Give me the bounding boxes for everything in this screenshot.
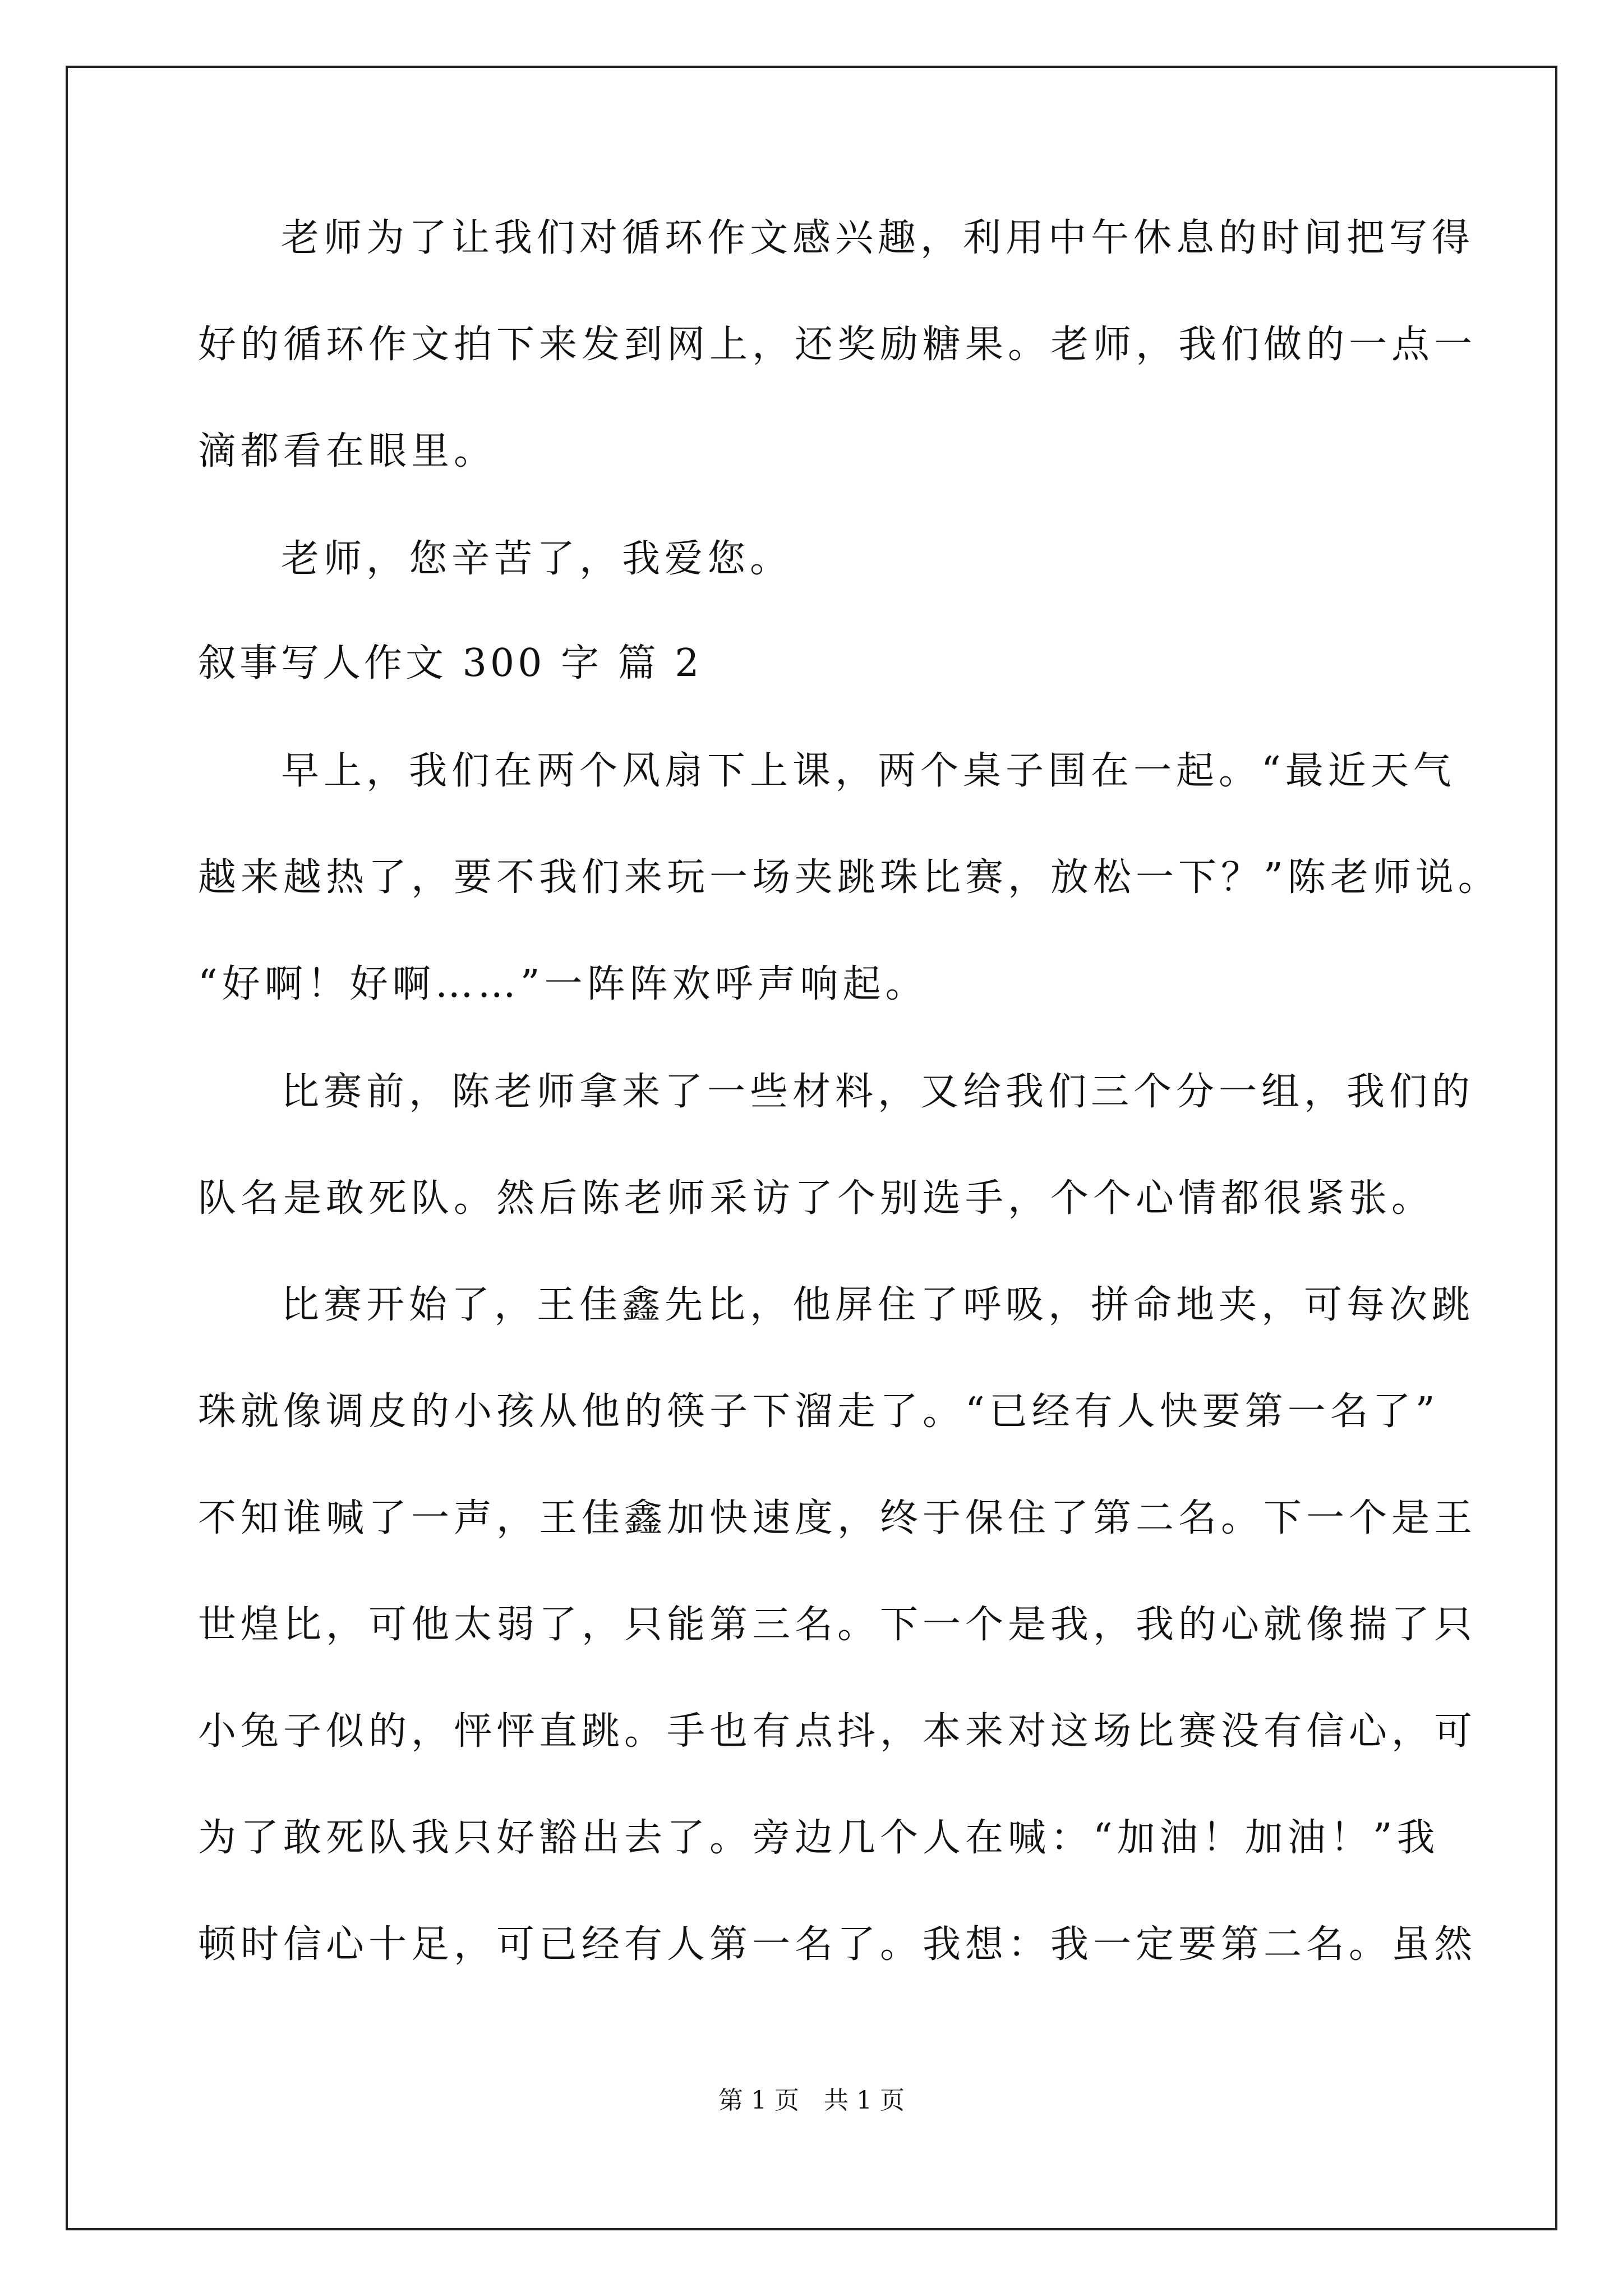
page-border (66, 66, 1557, 2230)
paragraph-3-line-2: 越来越热了，要不我们来玩一场夹跳珠比赛，放松一下？”陈老师说。 (198, 855, 1501, 900)
paragraph-4-line-2: 队名是敢死队。然后陈老师采访了个别选手，个个心情都很紧张。 (198, 1176, 1435, 1221)
paragraph-3-line-3: “好啊！好啊……”一阵阵欢呼声响起。 (198, 962, 928, 1006)
paragraph-5-line-7: 顿时信心十足，可已经有人第一名了。我想：我一定要第二名。虽然 (198, 1922, 1477, 1967)
paragraph-4-line-1: 比赛前，陈老师拿来了一些材料，又给我们三个分一组，我们的 (281, 1070, 1475, 1114)
paragraph-1-line-2: 好的循环作文拍下来发到网上，还奖励糖果。老师，我们做的一点一 (198, 323, 1477, 367)
paragraph-1-line-3: 滴都看在眼里。 (198, 429, 497, 473)
section-heading: 叙事写人作文 300 字 篇 2 (198, 641, 703, 685)
paragraph-5-line-5: 小兔子似的，怦怦直跳。手也有点抖，本来对这场比赛没有信心，可 (198, 1709, 1477, 1754)
paragraph-1-line-1: 老师为了让我们对循环作文感兴趣，利用中午休息的时间把写得 (281, 216, 1475, 260)
paragraph-5-line-1: 比赛开始了，王佳鑫先比，他屏住了呼吸，拼命地夹，可每次跳 (281, 1283, 1475, 1327)
paragraph-5-line-3: 不知谁喊了一声，王佳鑫加快速度，终于保住了第二名。下一个是王 (198, 1496, 1477, 1540)
page-number: 第 1 页 (718, 2086, 799, 2115)
page-footer (0, 2085, 1623, 2116)
paragraph-5-line-2: 珠就像调皮的小孩从他的筷子下溜走了。“已经有人快要第一名了” (198, 1389, 1440, 1434)
page-total: 共 1 页 (824, 2086, 905, 2115)
paragraph-2-line-1: 老师，您辛苦了，我爱您。 (281, 537, 793, 581)
paragraph-5-line-6: 为了敢死队我只好豁出去了。旁边几个人在喊：“加油！加油！”我 (198, 1816, 1440, 1860)
paragraph-3-line-1: 早上，我们在两个风扇下上课，两个桌子围在一起。“最近天气 (281, 749, 1456, 793)
paragraph-5-line-4: 世煌比，可他太弱了，只能第三名。下一个是我，我的心就像揣了只 (198, 1603, 1477, 1647)
